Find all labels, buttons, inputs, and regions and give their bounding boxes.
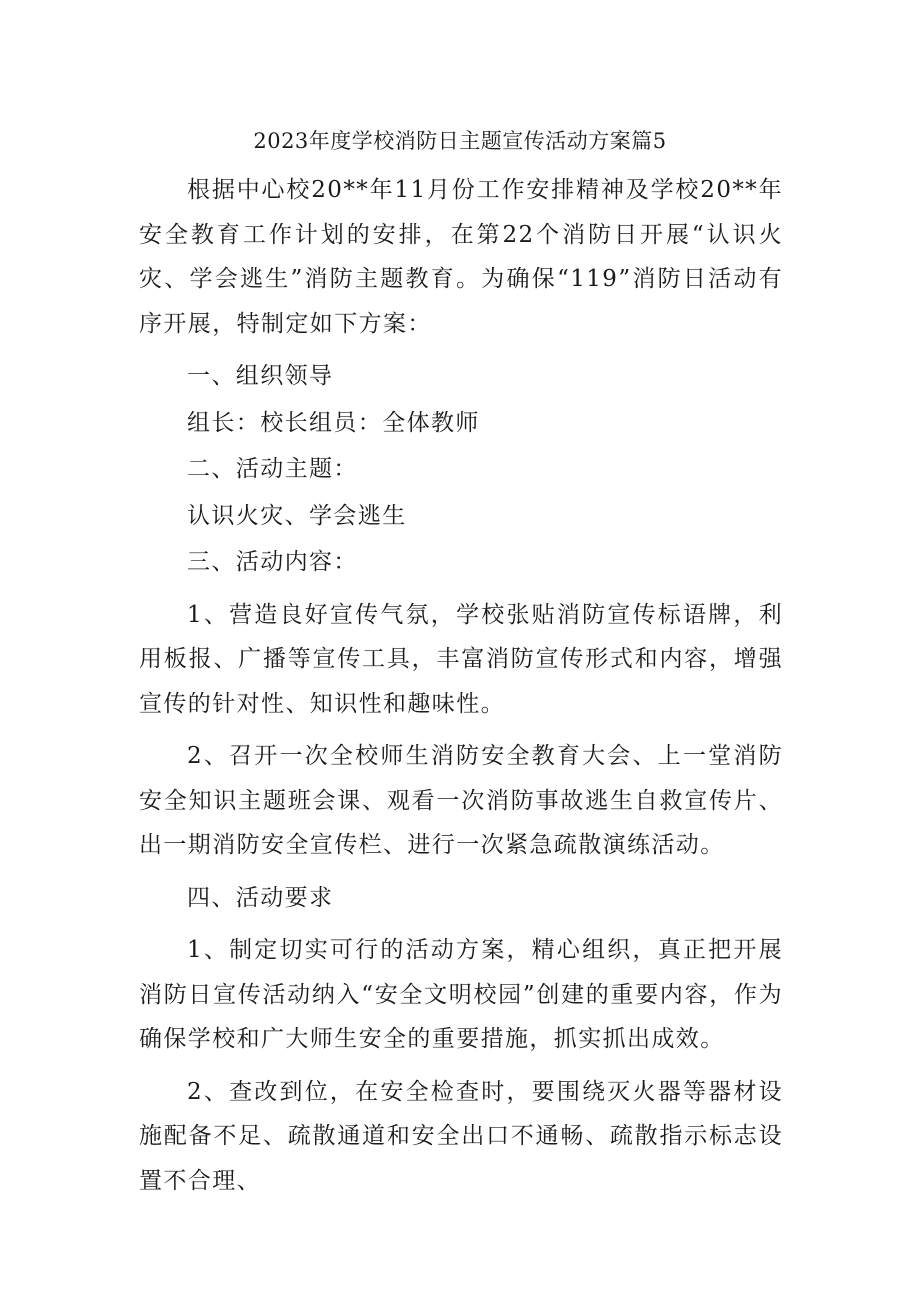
section-heading-theme: 二、活动主题： xyxy=(187,456,358,482)
paragraph-team: 组长：校长组员：全体教师 xyxy=(187,409,480,436)
document-title: 2023年度学校消防日主题宣传活动方案篇5 xyxy=(253,129,667,153)
paragraph-intro: 根据中心校20**年11月份工作安排精神及学校20**年安全教育工作计划的安排，在第22个消防日开展“认识火灾、学会逃生”消防主题教育。为确保“119”消防日活动有序开展，特制定如下方案： xyxy=(139,177,783,337)
paragraph-theme: 认识火灾、学会逃生 xyxy=(187,502,407,529)
paragraph-requirement-2: 2、查改到位，在安全检查时，要围绕灭火器等器材设施配备不足、疏散通道和安全出口不通畅、疏散指示标志设置不合理、 xyxy=(139,1078,783,1194)
paragraph-content-1: 1、营造良好宣传气氛，学校张贴消防宣传标语牌，利用板报、广播等宣传工具，丰富消防宣传形式和内容，增强宣传的针对性、知识性和趣味性。 xyxy=(139,601,783,717)
section-heading-requirements: 四、活动要求 xyxy=(187,884,334,911)
section-heading-content: 三、活动内容： xyxy=(187,549,358,575)
section-heading-organization: 一、组织领导 xyxy=(187,363,334,389)
paragraph-requirement-1: 1、制定切实可行的活动方案，精心组织，真正把开展消防日宣传活动纳入“安全文明校园”创建的重要内容，作为确保学校和广大师生安全的重要措施，抓实抓出成效。 xyxy=(139,937,783,1052)
paragraph-content-2: 2、召开一次全校师生消防安全教育大会、上一堂消防安全知识主题班会课、观看一次消防事故逃生自救宣传片、出一期消防安全宣传栏、进行一次紧急疏散演练活动。 xyxy=(139,743,783,858)
document-body xyxy=(139,168,783,1203)
